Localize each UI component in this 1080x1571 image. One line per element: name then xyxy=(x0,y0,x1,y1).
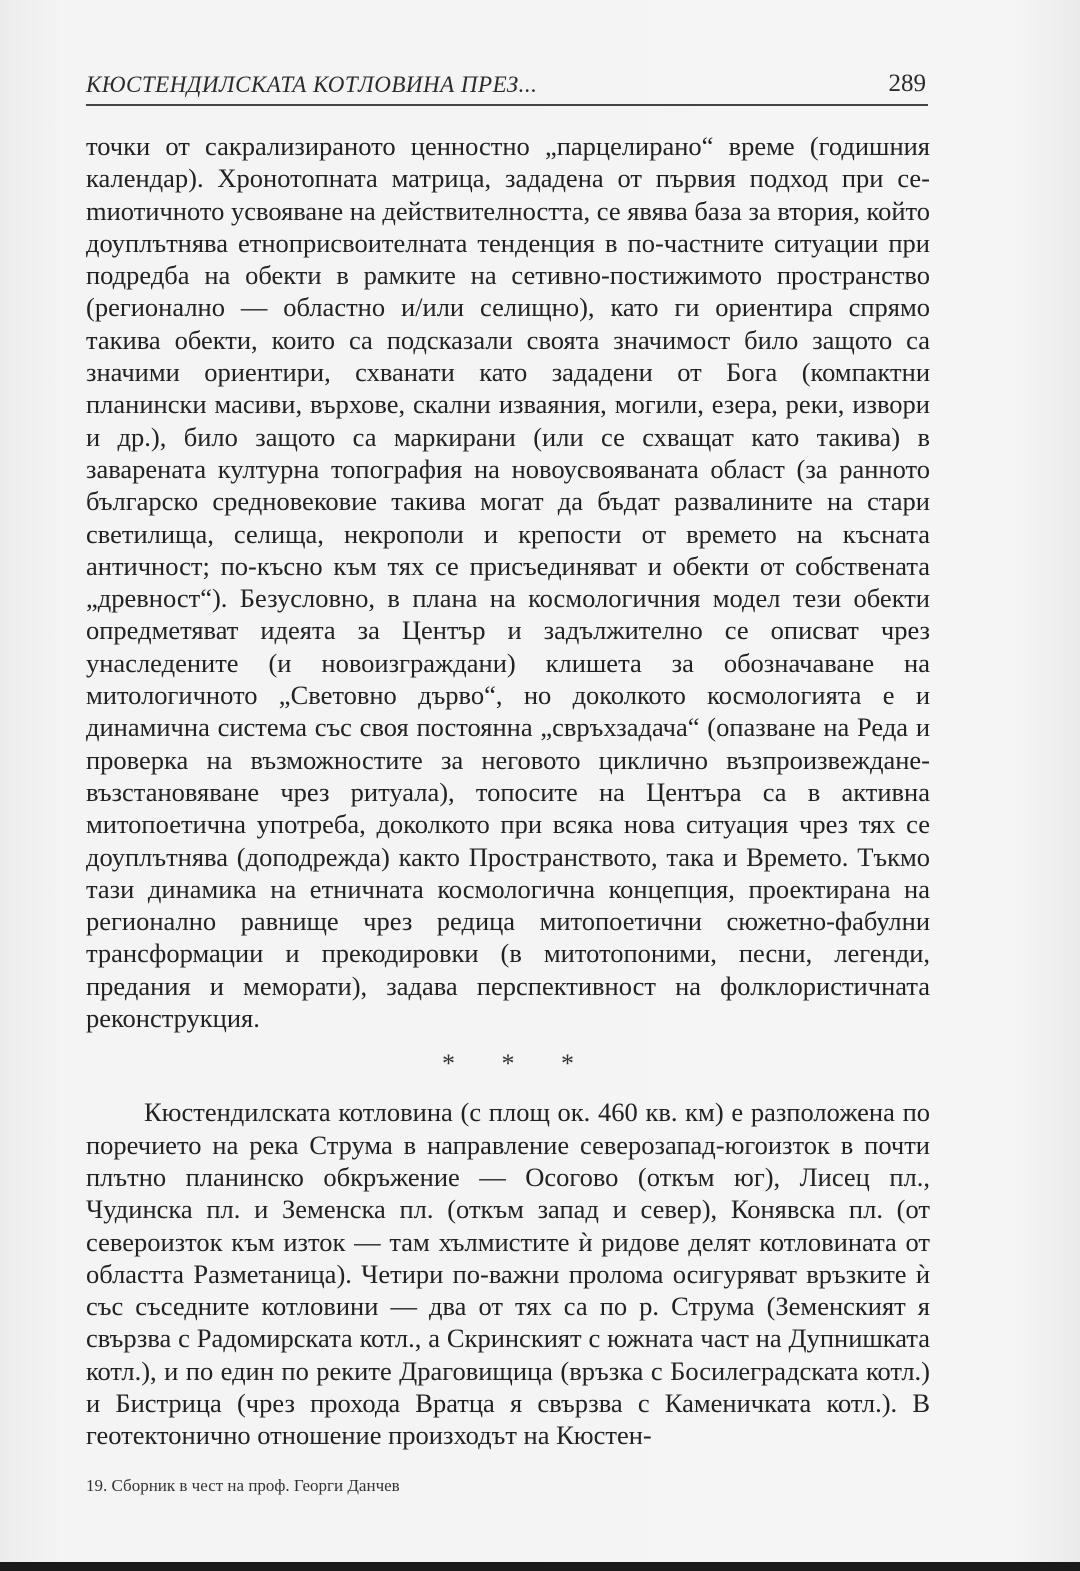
scan-edge-divider xyxy=(0,1562,1080,1571)
page-header xyxy=(86,70,928,106)
paragraph-2: Кюстендилската котловина (с площ ок. 460 кв. км) е разположена по поречието на река Струма в направление северозапад-югоизток в почти плътно планинско обкръжение — Осогово (откъм юг), Лисец пл., Чудинска пл. и Земенска пл. (откъм запад и север), Конявска пл. (от североизток към изток — там хълмистите ѝ ридове делят котловината от областта Разметаница). Четири по-важни пролома осигуряват връзките ѝ със съседните котловини — два от тях са по р. Струма (Земенският я свързва с Радомирската котл., а Скринският с южната част на Дупнишката котл.), и по един по реките Драговищица (връзка с Босилеградската котл.) и Бистрица (чрез прохода Вратца я свързва с Каменичката котл.). В геотектонично отношение произходът на Кюстен- xyxy=(86,1097,930,1451)
page-number: 289 xyxy=(888,70,926,97)
running-title: КЮСТЕНДИЛСКАТА КОТЛОВИНА ПРЕЗ... xyxy=(86,72,538,97)
section-separator: * * * xyxy=(442,1049,594,1079)
paragraph-1: точки от сакрализираното ценностно „парцелирано“ време (годишния календар). Хронотопната матрица, зададена от първия подход при сеmиотичното усвояване на действителността, се явява база за втория, който доуплътнява етноприсвоителната тенденция в по-частните ситуации при подредба на обекти в рамките на сетивно-постижимото пространство (регионално — областно и/или селищно), като ги ориентира спрямо такива обекти, които са подсказали своята значимост било защото са значими ориентири, схванати като зададени от Бога (компактни планински масиви, върхове, скални изваяния, могили, езера, реки, извори и др.), било защото са маркирани (или се схващат като такива) в заварената културна топография на новоусвояваната област (за ранното българско средновековие такива могат да бъдат развалините на стари светилища, селища, некрополи и крепости от времето на късната античност; по-късно към тях се присъединяват и обекти от собствената „древност“). Безусловно, в плана на космологичния модел тези обекти опредметяват идеята за Център и задължително се описват чрез унаследените (и новоизграждани) клишета за обозначаване на митологичното „Световно дърво“, но доколкото космологията е и динамична система със своя постоянна „свръхзадача“ (опазване на Реда и проверка на възможностите за неговото циклично възпроизвеждане-възстановяване чрез ритуала), топосите на Центъра са в активна митопоетична употреба, доколкото при всяка нова ситуация чрез тях се доуплътнява (доподрежда) както Пространството, така и Времето. Тъкмо тази динамика на етничната космологична концепция, проектирана на регионално равнище чрез редица митопоетични сюжетно-фабулни трансформации и прекодировки (в митотопоними, песни, легенди, предания и меморати), задава перспективност на фолклористичната реконструкция. xyxy=(86,131,930,1034)
body-text xyxy=(86,130,930,1452)
signature-footer: 19. Сборник в чест на проф. Георги Данчев xyxy=(86,1476,400,1495)
